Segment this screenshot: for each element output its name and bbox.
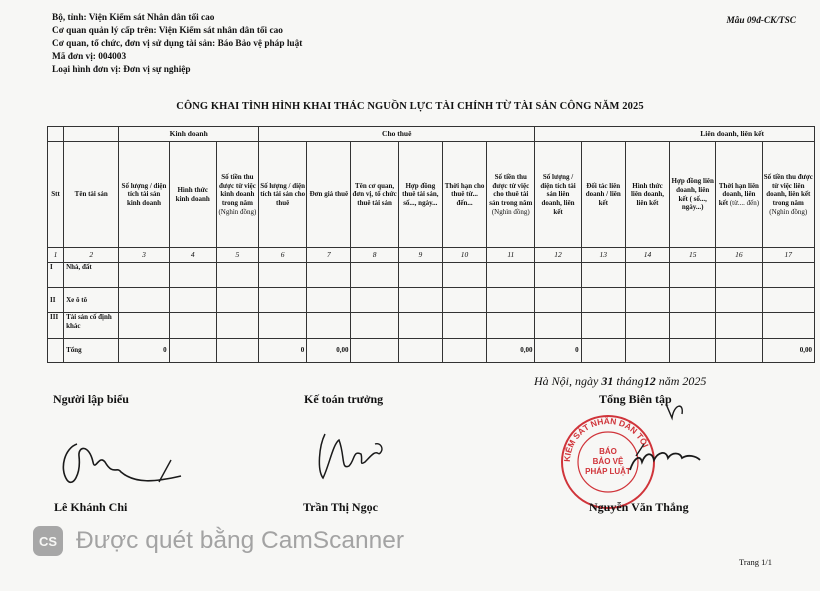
page-number: Trang 1/1 — [739, 557, 772, 567]
table-cell — [442, 338, 486, 362]
table-cell — [259, 287, 307, 312]
preparer-signature — [55, 432, 195, 502]
col-number: 15 — [670, 248, 716, 263]
table-cell — [716, 338, 762, 362]
col-number: 14 — [625, 248, 669, 263]
total-value-col3: 0 — [119, 338, 169, 362]
preparer-name: Lê Khánh Chi — [54, 500, 128, 514]
table-cell — [762, 313, 814, 338]
table-cell — [119, 287, 169, 312]
col-header-17-unit: (Nghìn đồng) — [769, 207, 808, 216]
table-cell — [119, 313, 169, 338]
col-number: 11 — [487, 248, 535, 263]
stamp-center-1: BÁO — [599, 447, 617, 456]
col-header-5-label: Số tiền thu được từ việc kinh doanh trong năm — [219, 173, 256, 207]
table-cell — [581, 263, 625, 287]
stamp-center-2: BẢO VỆ — [592, 457, 624, 466]
place-date — [534, 374, 706, 389]
col-header-5 — [216, 142, 258, 248]
table-cell — [119, 263, 169, 287]
role-preparer: Người lập biểu — [53, 392, 129, 406]
asset-exploitation-table — [47, 126, 815, 363]
group-header-business: Kinh doanh — [119, 127, 259, 142]
col-header-4: Hình thức kinh doanh — [169, 142, 216, 248]
col-number: 1 — [48, 248, 64, 263]
table-cell — [351, 263, 398, 287]
col-header-1: Stt — [48, 142, 64, 248]
total-row — [48, 338, 815, 362]
row-asset-name: Tài sản cố định khác — [64, 313, 119, 338]
group-header-blank — [48, 127, 64, 142]
row-stt: III — [48, 313, 64, 338]
table-cell — [581, 313, 625, 338]
document-title: CÔNG KHAI TÌNH HÌNH KHAI THÁC NGUỒN LỰC TÀI CHÍNH TỪ TÀI SẢN CÔNG NĂM 2025 — [176, 101, 644, 112]
col-header-12: Số lượng / diện tích tài sản liên doanh, liên kết — [535, 142, 581, 248]
table-cell — [351, 287, 398, 312]
col-number: 8 — [351, 248, 398, 263]
col-header-8: Tên cơ quan, đơn vị, tổ chức thuê tài sản — [351, 142, 398, 248]
camscanner-logo-icon — [32, 525, 64, 557]
table-cell — [625, 338, 669, 362]
table-cell — [48, 338, 64, 362]
table-cell — [398, 338, 442, 362]
table-cell — [216, 287, 258, 312]
col-header-13: Đối tác liên doanh / liên kết — [581, 142, 625, 248]
stamp-center-3: PHÁP LUẬT — [585, 467, 631, 476]
col-header-5-unit: (Nghìn đồng) — [218, 207, 257, 216]
table-cell — [670, 287, 716, 312]
col-number: 5 — [216, 248, 258, 263]
table-cell — [442, 287, 486, 312]
camscanner-logo-text: CS — [38, 534, 58, 549]
role-editor-in-chief: Tổng Biên tập — [599, 392, 672, 406]
total-value-col11: 0,00 — [487, 338, 535, 362]
col-header-2: Tên tài sản — [64, 142, 119, 248]
total-label: Tổng — [64, 338, 119, 362]
col-header-3: Số lượng / diện tích tài sản kinh doanh — [119, 142, 169, 248]
col-header-15: Hợp đồng liên doanh, liên kết ( số..., ngày...) — [670, 142, 716, 248]
table-cell — [169, 338, 216, 362]
table-cell — [535, 263, 581, 287]
total-value-col17: 0,00 — [762, 338, 814, 362]
table-cell — [535, 287, 581, 312]
row-asset-name: Xe ô tô — [64, 287, 119, 312]
col-header-7: Đơn giá thuê — [307, 142, 351, 248]
table-cell — [762, 263, 814, 287]
table-row — [48, 287, 815, 312]
header-parent-agency: Cơ quan quản lý cấp trên: Viện Kiểm sát nhân dân tối cao — [52, 26, 283, 36]
stamp-ring-text: KIỂM SÁT NHÂN DÂN TỐI — [561, 415, 651, 463]
col-header-11-unit: (Nghìn đồng) — [491, 207, 530, 216]
group-header-blank — [64, 127, 119, 142]
date-year: năm 2025 — [658, 374, 707, 388]
table-cell — [670, 338, 716, 362]
table-cell — [259, 263, 307, 287]
table-cell — [216, 263, 258, 287]
col-number: 13 — [581, 248, 625, 263]
group-header-row — [48, 127, 815, 142]
total-value-col12: 0 — [535, 338, 581, 362]
col-number: 16 — [716, 248, 762, 263]
table-cell — [625, 287, 669, 312]
table-cell — [398, 287, 442, 312]
table-cell — [169, 263, 216, 287]
table-cell — [216, 313, 258, 338]
table-cell — [351, 338, 398, 362]
table-cell — [487, 313, 535, 338]
table-cell — [442, 263, 486, 287]
table-row — [48, 263, 815, 287]
place-prefix: Hà Nội, ngày — [534, 374, 599, 388]
table-cell — [670, 313, 716, 338]
table-cell — [307, 263, 351, 287]
table-cell — [716, 287, 762, 312]
col-header-9: Hợp đồng thuê tài sản, số..., ngày... — [398, 142, 442, 248]
col-header-17-label: Số tiền thu được từ việc liên doanh, liên kết trong năm — [763, 173, 813, 207]
header-unit-type: Loại hình đơn vị: Đơn vị sự nghiệp — [52, 65, 191, 75]
table-cell — [762, 287, 814, 312]
accountant-name: Trần Thị Ngọc — [303, 500, 378, 514]
column-header-row — [48, 142, 815, 248]
table-cell — [670, 263, 716, 287]
table-cell — [398, 313, 442, 338]
header-unit-code: Mã đơn vị: 004003 — [52, 52, 127, 62]
col-header-16-label: Thời hạn liên doanh, liên kết — [718, 181, 759, 207]
table-cell — [398, 263, 442, 287]
table-row — [48, 313, 815, 338]
row-stt: II — [48, 287, 64, 312]
editor-signature — [600, 396, 710, 476]
col-number: 6 — [259, 248, 307, 263]
group-header-lease: Cho thuê — [259, 127, 535, 142]
col-header-11-label: Số tiền thu được từ việc cho thuê tài sản trong năm — [489, 173, 533, 207]
row-stt: I — [48, 263, 64, 287]
col-header-10: Thời hạn cho thuê từ... đến... — [442, 142, 486, 248]
column-number-row — [48, 248, 815, 263]
col-number: 17 — [762, 248, 814, 263]
table-cell — [307, 313, 351, 338]
watermark-text: Được quét bằng CamScanner — [76, 527, 404, 554]
col-header-16 — [716, 142, 762, 248]
table-cell — [169, 287, 216, 312]
table-cell — [442, 313, 486, 338]
total-value-col6: 0 — [259, 338, 307, 362]
col-header-14: Hình thức liên doanh, liên kết — [625, 142, 669, 248]
role-chief-accountant: Kế toán trưởng — [304, 392, 384, 406]
header-ministry: Bộ, tỉnh: Viện Kiểm sát Nhân dân tối cao — [52, 13, 215, 23]
table-cell — [169, 313, 216, 338]
table-cell — [487, 263, 535, 287]
table-cell — [535, 313, 581, 338]
table-cell — [487, 287, 535, 312]
col-number: 9 — [398, 248, 442, 263]
table-cell — [216, 338, 258, 362]
col-header-16-period: (từ.... đến) — [729, 198, 760, 207]
accountant-signature — [305, 426, 395, 496]
table-cell — [716, 263, 762, 287]
col-number: 4 — [169, 248, 216, 263]
table-cell — [625, 263, 669, 287]
date-day: 31 — [601, 374, 614, 388]
table-cell — [351, 313, 398, 338]
col-number: 2 — [64, 248, 119, 263]
table-cell — [716, 313, 762, 338]
table-cell — [581, 287, 625, 312]
table-cell — [625, 313, 669, 338]
editor-name: Nguyễn Văn Thắng — [589, 500, 689, 514]
col-header-17 — [762, 142, 814, 248]
total-value-col7: 0,00 — [307, 338, 351, 362]
col-header-11 — [487, 142, 535, 248]
table-cell — [259, 313, 307, 338]
date-month-word: tháng — [616, 374, 644, 388]
col-number: 10 — [442, 248, 486, 263]
header-unit: Cơ quan, tổ chức, đơn vị sử dụng tài sản: Báo Bảo vệ pháp luật — [52, 39, 303, 49]
table-cell — [581, 338, 625, 362]
form-code: Mẫu 09đ-CK/TSC — [726, 16, 796, 26]
col-header-6: Số lượng / diện tích tài sản cho thuê — [259, 142, 307, 248]
row-asset-name: Nhà, đất — [64, 263, 119, 287]
col-number: 7 — [307, 248, 351, 263]
group-header-joint-venture: Liên doanh, liên kết — [535, 127, 815, 142]
date-month: 12 — [643, 374, 656, 388]
table-cell — [307, 287, 351, 312]
col-number: 3 — [119, 248, 169, 263]
camscanner-watermark — [32, 525, 404, 557]
col-number: 12 — [535, 248, 581, 263]
